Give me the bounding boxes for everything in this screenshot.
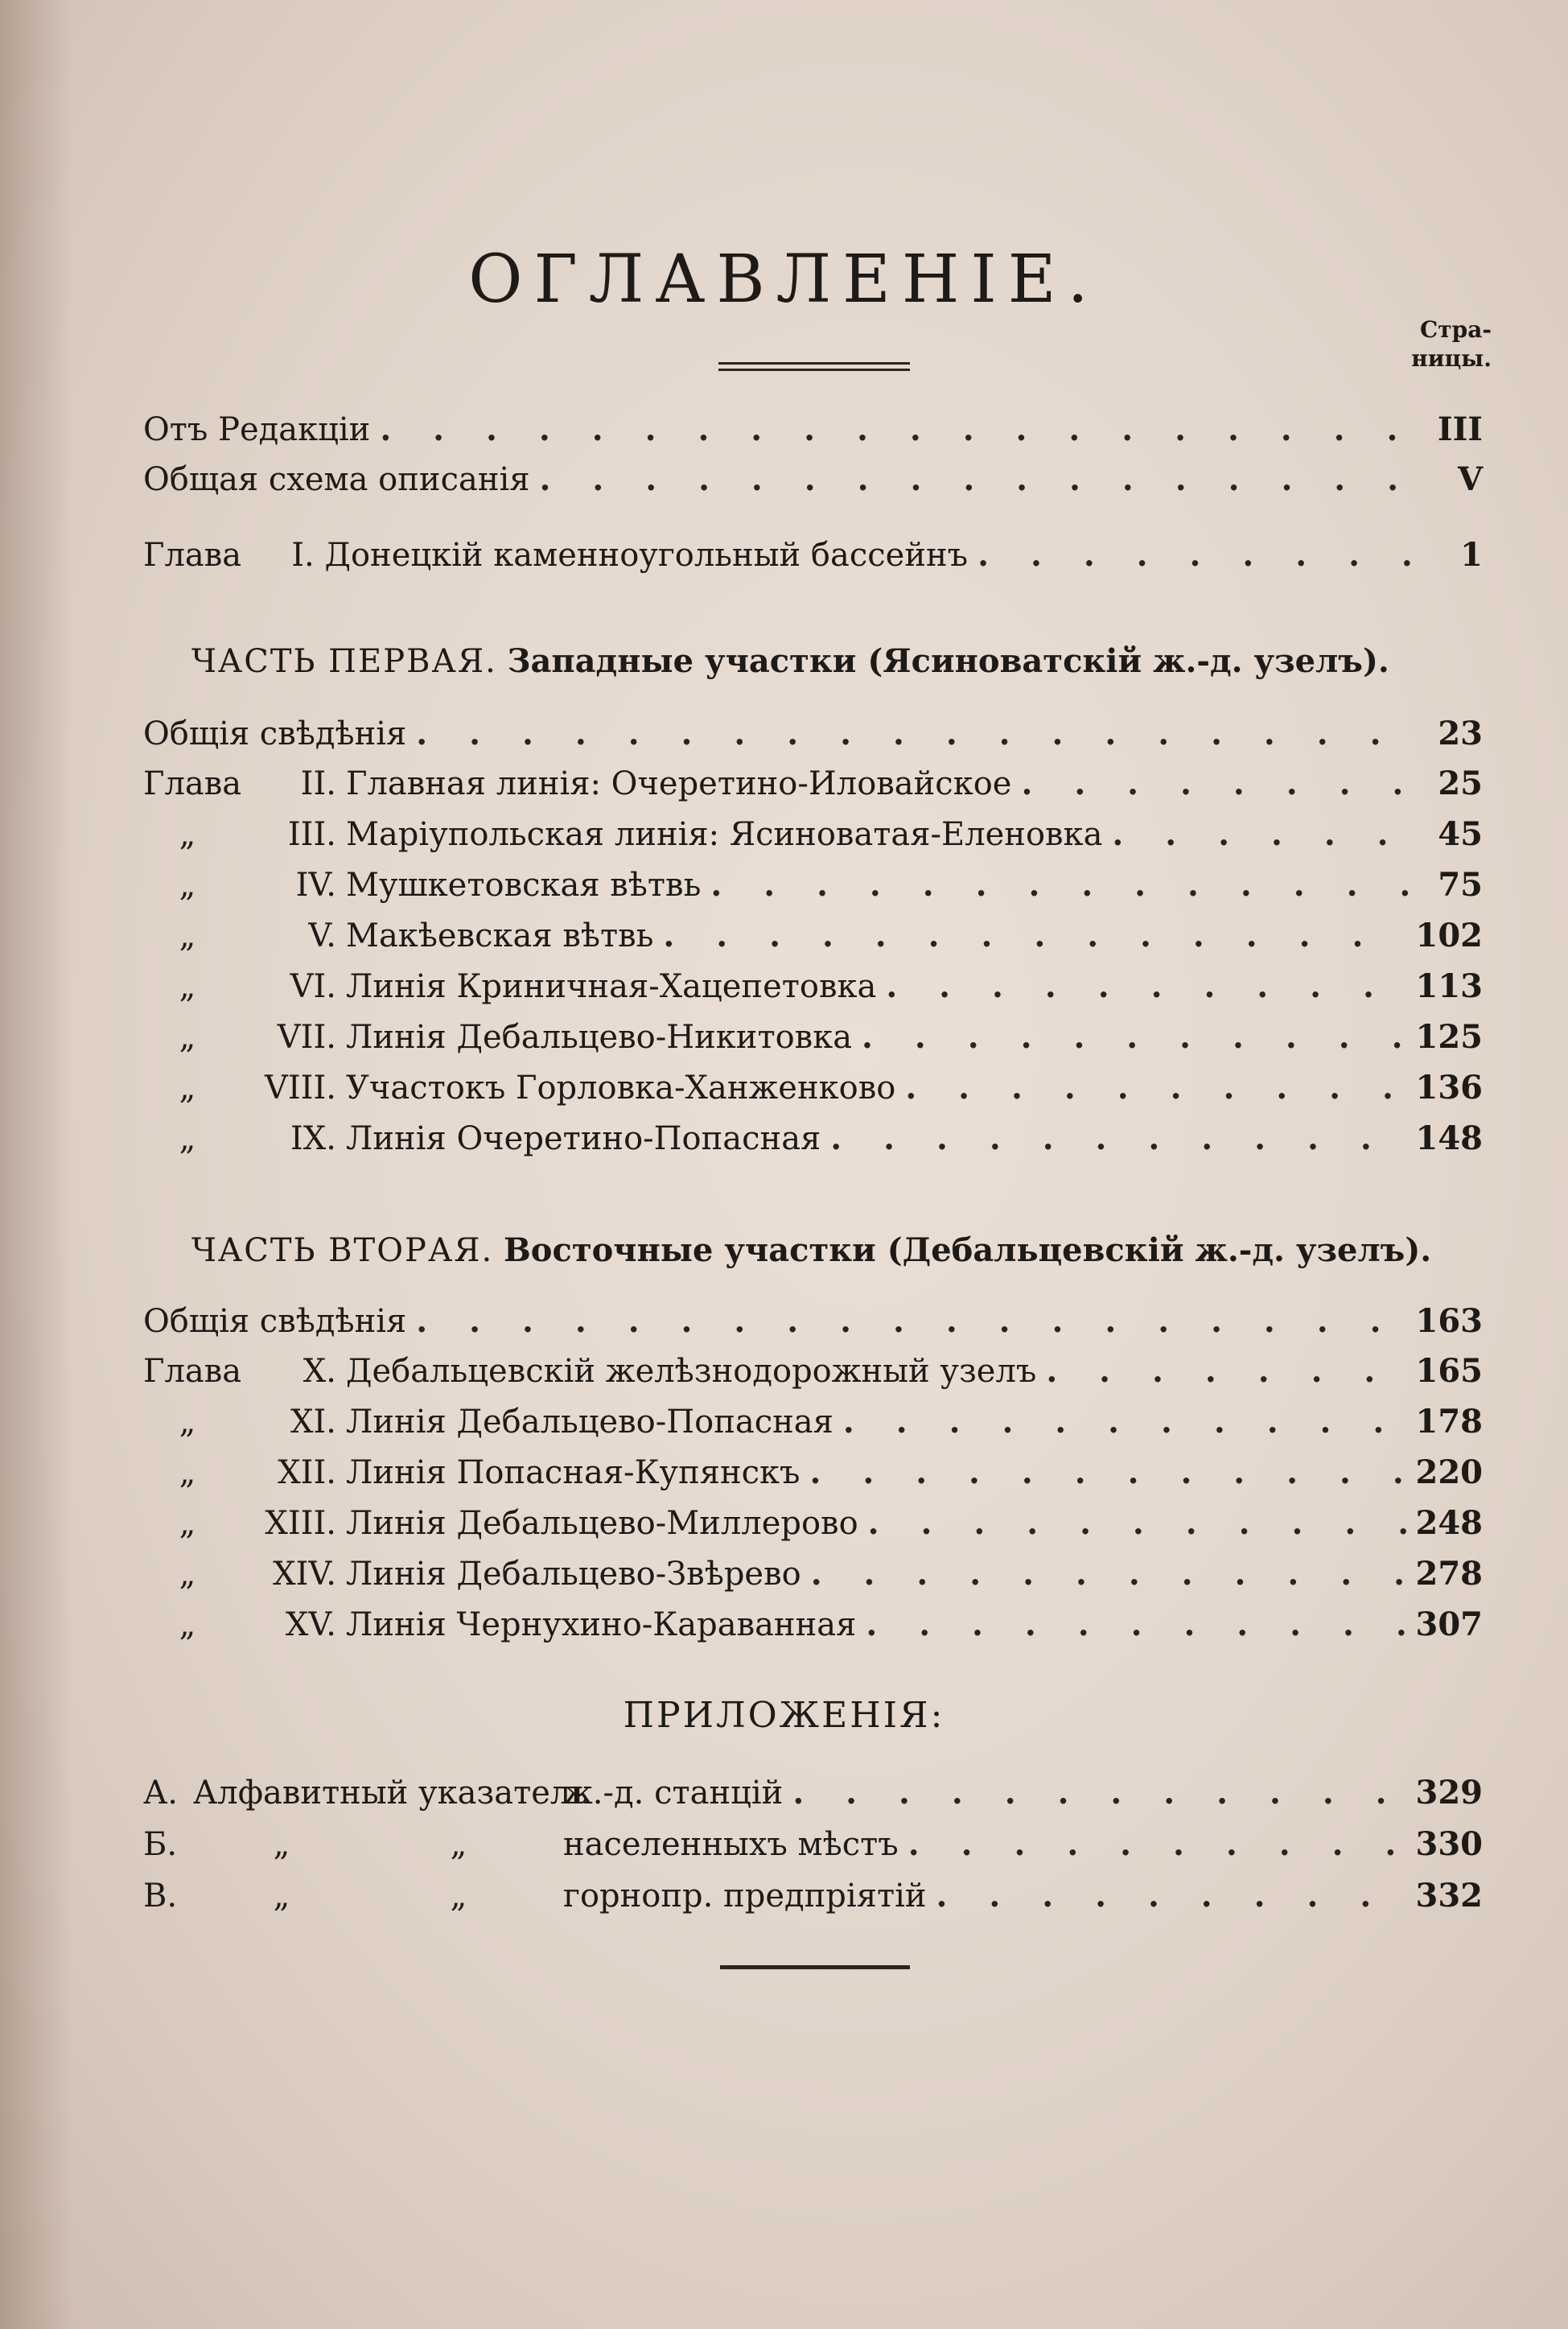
- page-title: ОГЛАВЛЕНІЕ.: [468, 241, 1100, 318]
- chapter-title: Мушкетовская вѣтвь: [346, 867, 702, 904]
- entry-label: [143, 1070, 905, 1107]
- entry-label: [143, 537, 977, 574]
- ditto-mark: „: [273, 1826, 290, 1863]
- leader-dots: [811, 1555, 1406, 1593]
- toc-entry-part-one-general[interactable]: [143, 715, 1483, 752]
- entry-page: 113: [1415, 967, 1483, 1005]
- entry-page: 163: [1415, 1302, 1483, 1340]
- toc-entry-appendix[interactable]: [143, 1774, 1483, 1812]
- entry-label: населенныхъ мѣстъ: [563, 1826, 899, 1863]
- toc-entry-chapter[interactable]: [143, 1606, 1483, 1643]
- toc-entry-chapter[interactable]: [143, 1352, 1483, 1390]
- leader-dots: [663, 917, 1405, 954]
- toc-entry-chapter-1[interactable]: [143, 536, 1483, 574]
- entry-page: 220: [1415, 1453, 1483, 1491]
- chapter-title: Участокъ Горловка-Ханженково: [346, 1070, 896, 1107]
- toc-entry-chapter[interactable]: [143, 1453, 1483, 1491]
- chapter-number: VIII.: [264, 1070, 336, 1107]
- chapter-title: Линія Очеретино-Попасная: [346, 1120, 821, 1157]
- toc-entry-chapter[interactable]: [143, 765, 1483, 802]
- chapter-prefix: „: [179, 867, 196, 904]
- entry-page: 125: [1415, 1018, 1483, 1056]
- entry-page: III: [1437, 410, 1483, 448]
- leader-dots: [908, 1825, 1406, 1863]
- toc-entry-appendix[interactable]: [143, 1877, 1483, 1915]
- entry-label: Общая схема описанія: [143, 461, 530, 498]
- entry-page: 329: [1415, 1774, 1483, 1812]
- leader-dots: [540, 460, 1425, 498]
- toc-entry-appendix[interactable]: [143, 1825, 1483, 1863]
- chapter-prefix: „: [179, 1505, 196, 1542]
- entry-page: 75: [1438, 866, 1483, 904]
- chapter-number: III.: [287, 816, 336, 853]
- leader-dots: [936, 1877, 1406, 1915]
- chapter-title: Линія Чернухино-Караванная: [346, 1606, 857, 1643]
- entry-label: Общія свѣдѣнія: [143, 1303, 407, 1340]
- chapter-number: XV.: [285, 1606, 336, 1643]
- chapter-title: Макѣевская вѣтвь: [346, 917, 654, 954]
- leader-dots: [1046, 1352, 1405, 1390]
- leader-dots: [792, 1774, 1405, 1812]
- toc-entry-chapter[interactable]: [143, 917, 1483, 954]
- entry-label: [143, 917, 663, 954]
- appendix-letter: Б.: [143, 1826, 178, 1863]
- entry-label: [143, 1404, 843, 1441]
- entry-label: Общія свѣдѣнія: [143, 715, 407, 752]
- entry-label: [143, 1606, 866, 1643]
- leader-dots: [843, 1403, 1406, 1441]
- chapter-prefix: „: [179, 1556, 196, 1593]
- chapter-title: Маріупольская линія: Ясиноватая-Еленовка: [346, 816, 1103, 853]
- entry-label: [143, 1454, 809, 1491]
- chapter-number: XIII.: [265, 1505, 336, 1542]
- chapter-title: Дебальцевскій желѣзнодорожный узелъ: [346, 1353, 1037, 1390]
- chapter-title: Линія Дебальцево-Попасная: [346, 1404, 833, 1441]
- page-column-header-line-1: Стра-: [1420, 316, 1492, 343]
- chapter-number: X.: [302, 1353, 336, 1390]
- chapter-prefix: Глава: [143, 1353, 242, 1390]
- leader-dots: [416, 1302, 1405, 1340]
- chapter-title: Линія Дебальцево-Никитовка: [346, 1019, 853, 1056]
- part-one-subtitle: Западные участки (Ясиноватскій ж.-д. узелъ).: [507, 642, 1389, 680]
- chapter-number: XII.: [278, 1454, 336, 1491]
- entry-page: 23: [1438, 715, 1483, 752]
- entry-page: 148: [1415, 1119, 1483, 1157]
- chapter-prefix: „: [179, 1120, 196, 1157]
- toc-entry-chapter[interactable]: [143, 1555, 1483, 1593]
- entry-page: 307: [1415, 1606, 1483, 1643]
- entry-page: 25: [1438, 765, 1483, 802]
- appendix-index-name: Алфавитный указатель: [193, 1775, 589, 1812]
- entry-label: [143, 1019, 862, 1056]
- leader-dots: [380, 410, 1425, 448]
- toc-entry-editorial[interactable]: [143, 410, 1483, 448]
- chapter-prefix: „: [179, 917, 196, 954]
- entry-label: [143, 816, 1112, 853]
- chapter-prefix: „: [179, 1454, 196, 1491]
- chapter-title: Донецкій каменноугольный бассейнъ: [324, 537, 969, 574]
- chapter-prefix: „: [179, 816, 196, 853]
- chapter-number: VI.: [290, 968, 336, 1005]
- entry-page: 102: [1415, 917, 1483, 954]
- leader-dots: [710, 866, 1425, 904]
- chapter-number: XIV.: [273, 1556, 336, 1593]
- title-double-rule: [718, 362, 910, 371]
- leader-dots: [830, 1119, 1405, 1157]
- toc-entry-chapter[interactable]: [143, 967, 1483, 1005]
- entry-page: V: [1457, 460, 1483, 498]
- entry-page: 165: [1415, 1352, 1483, 1390]
- part-two-name: ЧАСТЬ ВТОРАЯ.: [191, 1232, 494, 1269]
- chapter-title: Линія Дебальцево-Звѣрево: [346, 1556, 801, 1593]
- leader-dots: [868, 1504, 1406, 1542]
- entry-label: [143, 765, 1021, 802]
- entry-page: 248: [1415, 1504, 1483, 1542]
- entry-label: [143, 968, 886, 1005]
- chapter-number: VII.: [277, 1019, 336, 1056]
- leader-dots: [416, 715, 1425, 752]
- ditto-mark: „: [450, 1826, 467, 1863]
- entry-page: 178: [1415, 1403, 1483, 1441]
- toc-entry-chapter[interactable]: [143, 1504, 1483, 1542]
- chapter-number: IX.: [290, 1120, 336, 1157]
- chapter-prefix: „: [179, 968, 196, 1005]
- appendix-index-name: [193, 1826, 563, 1863]
- end-rule: [720, 1965, 910, 1969]
- page-column-header: [1411, 315, 1492, 373]
- entry-label: [143, 1556, 811, 1593]
- chapter-number: V.: [308, 917, 336, 954]
- part-two-heading: [191, 1231, 1431, 1269]
- appendices-title: ПРИЛОЖЕНІЯ:: [623, 1695, 945, 1736]
- toc-entry-chapter[interactable]: [143, 1069, 1483, 1107]
- entry-page: 330: [1415, 1825, 1483, 1863]
- appendix-letter: А.: [143, 1775, 179, 1812]
- entry-page: 136: [1415, 1069, 1483, 1107]
- part-one-heading: [191, 642, 1389, 680]
- chapter-number: II.: [300, 765, 336, 802]
- chapter-number: XI.: [290, 1404, 336, 1441]
- entry-label: [143, 867, 710, 904]
- ditto-mark: „: [273, 1878, 290, 1915]
- entry-page: 1: [1460, 536, 1483, 574]
- appendix-index-name: [193, 1878, 563, 1915]
- leader-dots: [977, 536, 1425, 574]
- toc-entry-chapter[interactable]: [143, 866, 1483, 904]
- leader-dots: [1112, 815, 1425, 853]
- chapter-title: Линія Криничная-Хацепетовка: [346, 968, 877, 1005]
- entry-label: [143, 1353, 1046, 1390]
- toc-entry-chapter[interactable]: [143, 815, 1483, 853]
- chapter-number: IV.: [295, 867, 336, 904]
- entry-page: 332: [1415, 1877, 1483, 1915]
- part-two-subtitle: Восточные участки (Дебальцевскій ж.-д. узелъ).: [503, 1231, 1432, 1269]
- toc-entry-chapter[interactable]: [143, 1018, 1483, 1056]
- leader-dots: [886, 967, 1405, 1005]
- chapter-prefix: „: [179, 1404, 196, 1441]
- entry-label: [143, 1505, 868, 1542]
- entry-label: [143, 1120, 830, 1157]
- appendix-letter: В.: [143, 1878, 178, 1915]
- chapter-title: Линія Попасная-Купянскъ: [346, 1454, 800, 1491]
- entry-label: Отъ Редакціи: [143, 411, 371, 448]
- toc-entry-part-two-general[interactable]: [143, 1302, 1483, 1340]
- toc-entry-chapter[interactable]: [143, 1403, 1483, 1441]
- chapter-title: Главная линія: Очеретино-Иловайское: [346, 765, 1012, 802]
- page-column-header-line-2: ницы.: [1411, 345, 1492, 372]
- entry-page: 45: [1438, 815, 1483, 853]
- leader-dots: [862, 1018, 1405, 1056]
- chapter-prefix: „: [179, 1070, 196, 1107]
- part-one-name: ЧАСТЬ ПЕРВАЯ.: [191, 643, 497, 680]
- entry-label: ж.-д. станцій: [563, 1775, 784, 1812]
- entry-page: 278: [1415, 1555, 1483, 1593]
- chapter-title: Линія Дебальцево-Миллерово: [346, 1505, 858, 1542]
- leader-dots: [866, 1606, 1405, 1643]
- chapter-prefix: „: [179, 1606, 196, 1643]
- chapter-number: I.: [291, 537, 315, 574]
- leader-dots: [809, 1453, 1405, 1491]
- leader-dots: [1021, 765, 1425, 802]
- chapter-prefix: Глава: [143, 765, 242, 802]
- entry-label: горнопр. предпріятій: [563, 1878, 927, 1915]
- toc-entry-chapter[interactable]: [143, 1119, 1483, 1157]
- chapter-prefix: „: [179, 1019, 196, 1056]
- ditto-mark: „: [450, 1878, 467, 1915]
- toc-entry-general-scheme[interactable]: [143, 460, 1483, 498]
- leader-dots: [905, 1069, 1405, 1107]
- chapter-prefix: Глава: [143, 537, 242, 574]
